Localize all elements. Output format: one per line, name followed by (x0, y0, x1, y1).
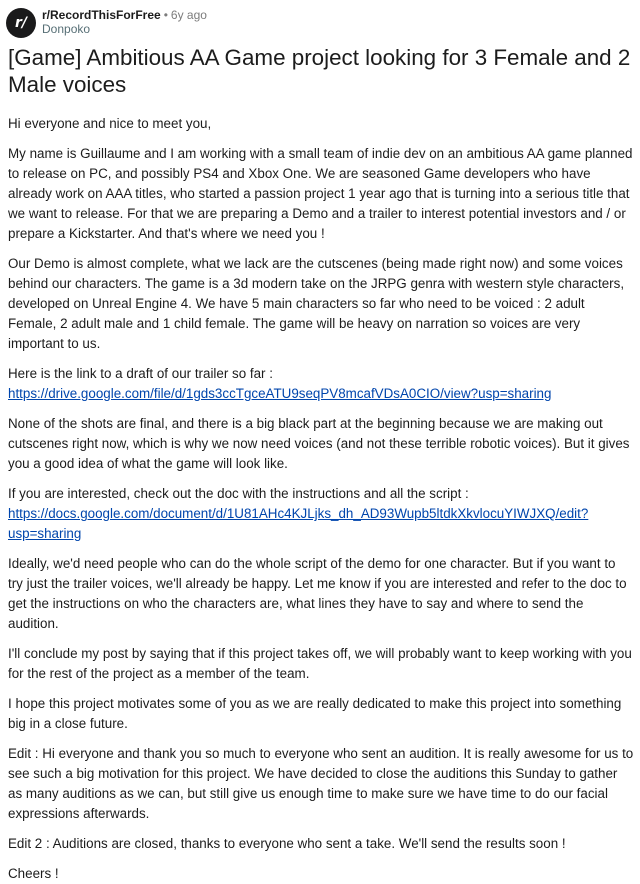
body-paragraph: Edit 2 : Auditions are closed, thanks to everyone who sent a take. We'll send the results soon ! (8, 836, 566, 851)
post-header (6, 6, 634, 38)
body-paragraph: Edit : Hi everyone and thank you so much to everyone who sent an audition. It is really awesome for us to see such a big motivation for this project. We have decided to close the auditions this Sunday to gather as many auditions as we can, but still give us enough time to make sure we have time to do our facial expressions afterwards. (8, 746, 634, 821)
separator-dot: • (163, 8, 168, 22)
body-paragraph: Hi everyone and nice to meet you, (8, 116, 212, 131)
subreddit-logo-icon: r/ (14, 15, 28, 31)
meta-top-line (42, 8, 207, 22)
post-meta (42, 6, 207, 36)
body-text: Here is the link to a draft of our trailer so far : (8, 366, 273, 381)
body-paragraph-with-link (8, 364, 634, 404)
body-paragraph: Ideally, we'd need people who can do the whole script of the demo for one character. But if you want to try just the trailer voices, we'll already be happy. Let me know if you are interested and refer to the doc to get the instructions on who the characters are, what lines they have to say and where to send the audition. (8, 556, 627, 631)
post-title[interactable]: [Game] Ambitious AA Game project looking for 3 Female and 2 Male voices (8, 45, 631, 97)
body-paragraph: Our Demo is almost complete, what we lack are the cutscenes (being made right now) and some voices behind our characters. The game is a 3d modern take on the JRPG genra with western style characters, developed on Unreal Engine 4. We have 5 main characters so far who need to be voiced : 2 adult Female, 2 adult male and 1 child female. The game will be heavy on narration so voices are very important to us. (8, 256, 625, 351)
post-age: 6y ago (170, 8, 207, 22)
trailer-link[interactable]: https://drive.google.com/file/d/1gds3ccTgceATU9seqPV8mcafVDsA0CIO/view?usp=sharing (8, 386, 552, 401)
body-paragraph: I hope this project motivates some of you as we are really dedicated to make this project into something big in a close future. (8, 696, 622, 731)
subreddit-avatar[interactable] (6, 8, 36, 38)
body-paragraph: My name is Guillaume and I am working with a small team of indie dev on an ambitious AA game planned to release on PC, and possibly PS4 and Xbox One. We are seasoned Game developers who have already work on AAA titles, who started a passion project 1 year ago that is turning into a serious title that we want to release. For that we are preparing a Demo and a trailer to interest potential investors and / or prepare a Kickstarter. And that's where we need you ! (8, 146, 633, 241)
script-doc-link[interactable]: https://docs.google.com/document/d/1U81AHc4KJLjks_dh_AD93Wupb5ltdkXkvlocuYIWJXQ/edit?usp=sharing (8, 506, 589, 541)
body-text: If you are interested, check out the doc with the instructions and all the script : (8, 486, 469, 501)
body-paragraph: Cheers ! (8, 866, 59, 881)
body-paragraph: None of the shots are final, and there is a big black part at the beginning because we are making out cutscenes right now, which is why we now need voices (and not these terrible robotic voices). But it gives you a good idea of what the game will look like. (8, 416, 630, 471)
body-paragraph: I'll conclude my post by saying that if this project takes off, we will probably want to keep working with you for the rest of the project as a member of the team. (8, 646, 632, 681)
author-link[interactable]: Donpoko (42, 22, 91, 36)
body-paragraph-with-link (8, 484, 634, 544)
subreddit-link[interactable]: r/RecordThisForFree (42, 8, 161, 22)
post-body (8, 114, 634, 884)
